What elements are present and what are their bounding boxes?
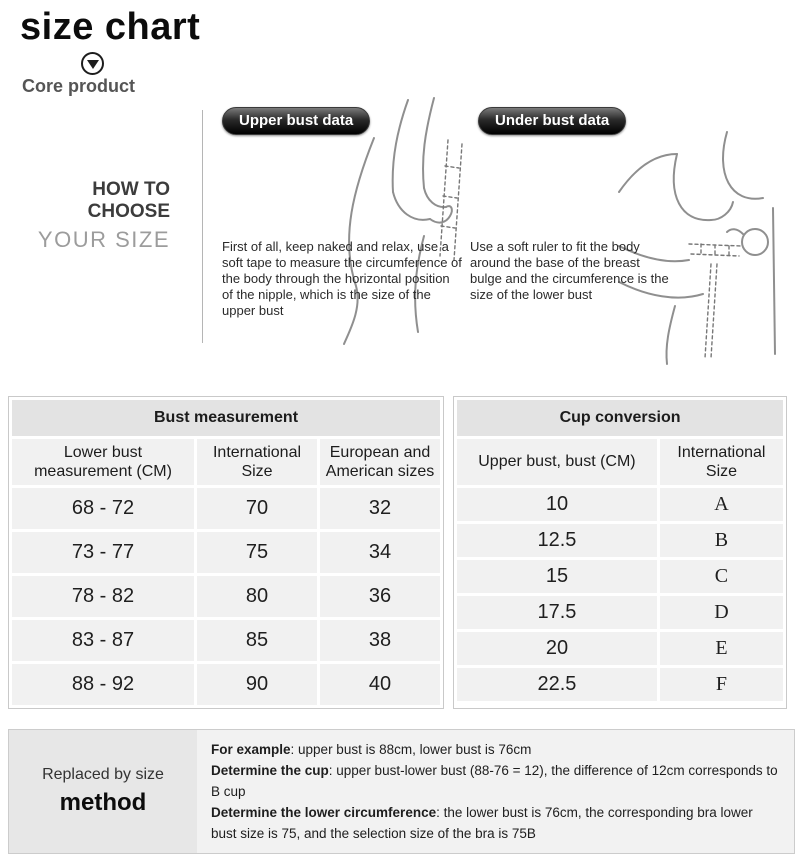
table-row	[12, 488, 440, 529]
table-row	[12, 664, 440, 705]
table-cell: 90	[197, 664, 317, 705]
table-row	[457, 524, 783, 557]
table-row	[457, 596, 783, 629]
size-tables	[8, 396, 787, 709]
table-cell: 20	[457, 632, 657, 665]
table-cell: E	[660, 632, 783, 665]
how-to-line-1: HOW TO	[92, 179, 170, 200]
table-cell: 75	[197, 532, 317, 573]
method-example-text	[197, 730, 794, 853]
table-cell: 68 - 72	[12, 488, 194, 529]
column-header: Lower bust measurement (CM)	[12, 439, 194, 485]
size-method-box	[8, 729, 795, 854]
bust-measurement-table-wrap	[8, 396, 444, 709]
how-to-line-3: YOUR SIZE	[37, 226, 170, 252]
table-cell: D	[660, 596, 783, 629]
table-cell: 36	[320, 576, 440, 617]
table-cell: A	[660, 488, 783, 521]
table-cell: 38	[320, 620, 440, 661]
table-row	[457, 560, 783, 593]
how-to-line-2: CHOOSE	[87, 201, 170, 223]
method-line: Determine the cup: upper bust-lower bust (88-76 = 12), the difference of 12cm corresponds to B cup	[211, 763, 778, 799]
under-bust-data-badge: Under bust data	[478, 107, 626, 135]
method-label	[9, 730, 197, 853]
method-line: For example: upper bust is 88cm, lower bust is 76cm	[211, 742, 532, 757]
down-arrow-icon	[81, 52, 104, 75]
table-section-title: Cup conversion	[457, 400, 783, 436]
table-cell: 73 - 77	[12, 532, 194, 573]
table-cell: 34	[320, 532, 440, 573]
bust-measurement-table	[9, 397, 443, 708]
table-cell: 70	[197, 488, 317, 529]
method-label-line1: Replaced by size	[42, 766, 164, 783]
column-header: Upper bust, bust (CM)	[457, 439, 657, 485]
page-title: size chart	[20, 6, 201, 48]
table-cell: 85	[197, 620, 317, 661]
table-cell: B	[660, 524, 783, 557]
method-label-line2: method	[59, 789, 147, 816]
table-cell: 15	[457, 560, 657, 593]
table-row	[12, 620, 440, 661]
table-cell: 12.5	[457, 524, 657, 557]
table-cell: 40	[320, 664, 440, 705]
cup-conversion-table-wrap	[453, 396, 787, 709]
column-header: International Size	[197, 439, 317, 485]
how-to-choose-label	[0, 179, 170, 253]
table-row	[12, 576, 440, 617]
table-cell: 22.5	[457, 668, 657, 701]
table-row	[457, 488, 783, 521]
table-row	[12, 532, 440, 573]
table-cell: 88 - 92	[12, 664, 194, 705]
table-cell: 83 - 87	[12, 620, 194, 661]
table-cell: 32	[320, 488, 440, 529]
vertical-divider	[202, 110, 203, 343]
table-cell: F	[660, 668, 783, 701]
down-triangle-glyph	[87, 60, 99, 69]
table-cell: C	[660, 560, 783, 593]
method-line: Determine the lower circumference: the lower bust is 76cm, the corresponding bra lower bust size is 75, and the selection size of the bra is 75B	[211, 805, 753, 841]
table-row	[457, 632, 783, 665]
table-cell: 10	[457, 488, 657, 521]
under-bust-illustration	[615, 96, 795, 368]
column-header: European and American sizes	[320, 439, 440, 485]
upper-bust-description: First of all, keep naked and relax, use a soft tape to measure the circumference of the body through the horizontal position of the nipple, which is the size of the upper bust	[222, 239, 462, 318]
cup-conversion-table	[454, 397, 786, 704]
table-cell: 17.5	[457, 596, 657, 629]
column-header: International Size	[660, 439, 783, 485]
upper-bust-data-badge: Upper bust data	[222, 107, 370, 135]
table-row	[457, 668, 783, 701]
under-bust-description: Use a soft ruler to fit the body around the base of the breast bulge and the circumference is the size of the lower bust	[470, 239, 669, 302]
table-cell: 80	[197, 576, 317, 617]
core-product-label: Core product	[22, 76, 136, 96]
table-section-title: Bust measurement	[12, 400, 440, 436]
table-cell: 78 - 82	[12, 576, 194, 617]
